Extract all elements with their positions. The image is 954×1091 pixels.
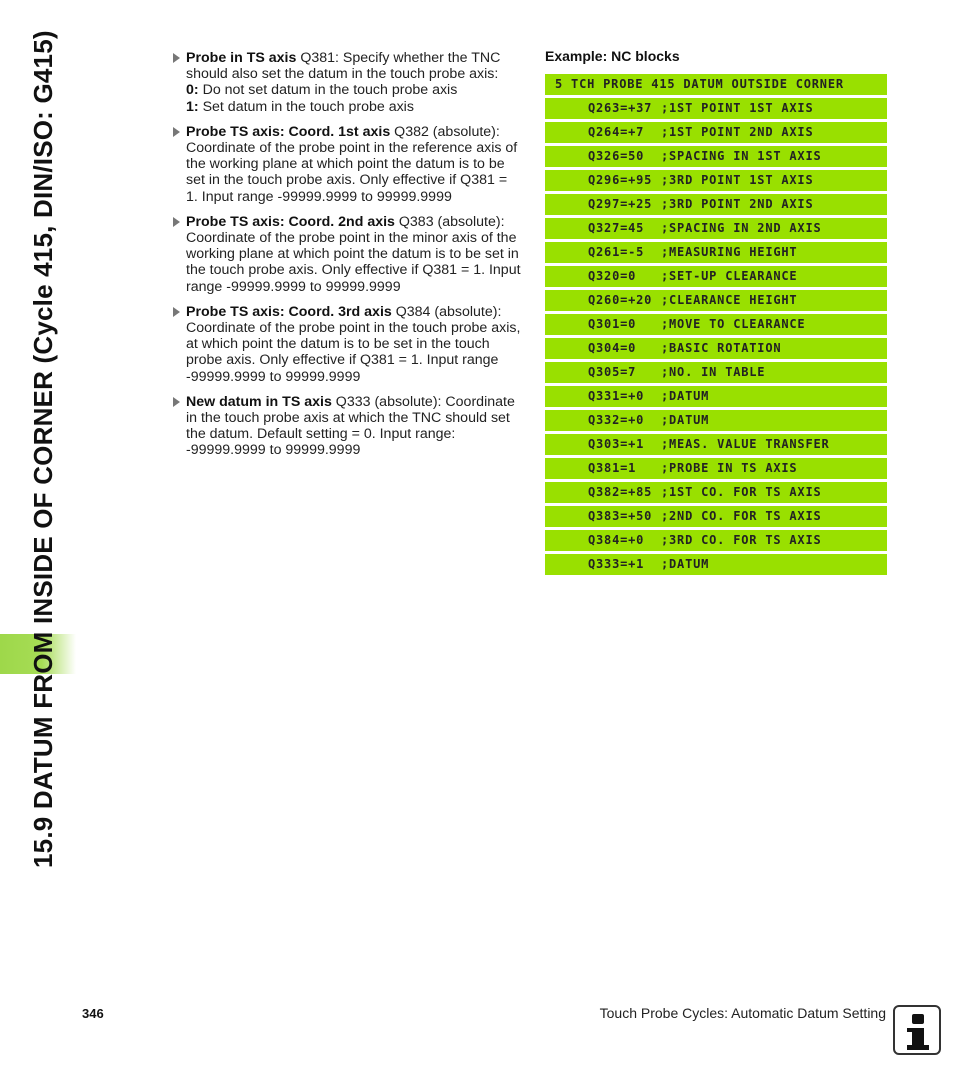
parameter-intro: Q382 (absolute): [390, 123, 500, 140]
nc-block-row [545, 506, 887, 527]
parameter-term: Probe TS axis: Coord. 3rd axis [186, 303, 392, 320]
nc-block-row [545, 314, 887, 335]
nc-block-row [545, 194, 887, 215]
nc-block-header: 5 TCH PROBE 415 DATUM OUTSIDE CORNER [545, 74, 887, 95]
parameter-intro: Q384 (absolute): [391, 303, 502, 320]
nc-comment: ;BASIC ROTATION [661, 341, 782, 355]
triangle-bullet-icon [173, 127, 180, 137]
nc-parameter: Q331=+0 [588, 389, 645, 403]
entry-first-line [186, 124, 524, 140]
parameter-intro: Q381: Specify whether the TNC [296, 50, 501, 66]
nc-block-row [545, 122, 887, 143]
nc-block-row [545, 530, 887, 551]
nc-comment: ;DATUM [661, 389, 710, 403]
nc-parameter: Q260=+20 [588, 293, 653, 307]
nc-parameter: Q327=45 [588, 221, 645, 235]
nc-block-row [545, 554, 887, 575]
nc-parameter: Q305=7 [588, 365, 637, 379]
nc-block-row [545, 290, 887, 311]
triangle-bullet-icon [173, 397, 180, 407]
nc-parameter: Q333=+1 [588, 557, 645, 571]
nc-parameter: Q326=50 [588, 149, 645, 163]
entry-first-line [186, 50, 524, 66]
nc-comment: ;3RD CO. FOR TS AXIS [661, 533, 822, 547]
nc-block-row [545, 434, 887, 455]
parameter-entry [172, 394, 524, 459]
entry-first-line [186, 304, 524, 320]
parameter-term: Probe in TS axis [186, 50, 297, 66]
nc-comment: ;CLEARANCE HEIGHT [661, 293, 798, 307]
description-line: Coordinate of the probe point in the minor axis of the [186, 230, 517, 247]
nc-parameter: Q301=0 [588, 317, 637, 331]
nc-comment: ;1ST POINT 2ND AXIS [661, 125, 814, 139]
description-line: in the touch probe axis at which the TNC should set [186, 410, 510, 427]
triangle-bullet-icon [173, 53, 180, 63]
description-line: -99999.9999 to 99999.9999 [186, 442, 361, 459]
section-title-text: 15.9 DATUM FROM INSIDE OF CORNER (Cycle 415, DIN/ISO: G415) [28, 30, 58, 868]
parameter-term: Probe TS axis: Coord. 2nd axis [186, 213, 395, 230]
nc-comment: ;DATUM [661, 557, 710, 571]
nc-parameter: Q381=1 [588, 461, 637, 475]
option-text: Set datum in the touch probe axis [198, 98, 414, 115]
description-line: at which point the datum is to be set in the touch [186, 336, 490, 353]
page-number: 346 [82, 1006, 104, 1021]
footer-chapter-title: Touch Probe Cycles: Automatic Datum Setting [599, 1005, 886, 1021]
triangle-bullet-icon [173, 307, 180, 317]
nc-block-row [545, 410, 887, 431]
nc-block-row [545, 386, 887, 407]
nc-block-row [545, 362, 887, 383]
entry-first-line [186, 394, 524, 410]
nc-comment: ;MEASURING HEIGHT [661, 245, 798, 259]
nc-parameter: Q332=+0 [588, 413, 645, 427]
description-line: range -99999.9999 to 99999.9999 [186, 278, 401, 295]
description-line: Coordinate of the probe point in the touch probe axis, [186, 320, 521, 337]
option-key: 0: [186, 82, 199, 99]
nc-parameter: Q297=+25 [588, 197, 653, 211]
nc-block-row [545, 266, 887, 287]
parameter-entry [172, 50, 524, 115]
description-line: 1. Input range -99999.9999 to 99999.9999 [186, 188, 452, 205]
description-line: Coordinate of the probe point in the reference axis of [186, 140, 518, 157]
nc-block-row [545, 458, 887, 479]
option-text: Do not set datum in the touch probe axis [198, 82, 458, 99]
nc-parameter: Q320=0 [588, 269, 637, 283]
option-key: 1: [186, 98, 199, 115]
description-line: probe axis. Only effective if Q381 = 1. Input range [186, 352, 499, 369]
parameter-entry [172, 304, 524, 385]
nc-comment: ;SPACING IN 1ST AXIS [661, 149, 822, 163]
parameter-intro: Q383 (absolute): [394, 213, 505, 230]
nc-parameter: Q296=+95 [588, 173, 653, 187]
parameter-descriptions [172, 50, 524, 468]
description-line: working plane at which point the datum is to be set in [186, 246, 519, 263]
nc-block-row [545, 338, 887, 359]
nc-parameter: Q304=0 [588, 341, 637, 355]
nc-block-row [545, 218, 887, 239]
nc-comment: ;3RD POINT 2ND AXIS [661, 197, 814, 211]
nc-comment: ;SPACING IN 2ND AXIS [661, 221, 822, 235]
nc-block-row [545, 242, 887, 263]
nc-comment: ;3RD POINT 1ST AXIS [661, 173, 814, 187]
description-line: the working plane at which point the datum is to be [186, 156, 505, 173]
option-line [186, 99, 524, 115]
nc-parameter: Q264=+7 [588, 125, 645, 139]
description-line: the datum. Default setting = 0. Input range: [186, 426, 456, 443]
parameter-entry [172, 124, 524, 205]
description-line: set in the touch probe axis. Only effective if Q381 = [186, 172, 508, 189]
nc-comment: ;2ND CO. FOR TS AXIS [661, 509, 822, 523]
nc-parameter: Q382=+85 [588, 485, 653, 499]
nc-block-row [545, 98, 887, 119]
nc-block-row [545, 146, 887, 167]
description-line: should also set the datum in the touch probe axis: [186, 66, 499, 83]
entry-first-line [186, 214, 524, 230]
description-line: the touch probe axis. Only effective if Q381 = 1. Input [186, 262, 521, 279]
nc-comment: ;MEAS. VALUE TRANSFER [661, 437, 830, 451]
nc-block-row [545, 170, 887, 191]
info-icon [893, 1005, 941, 1055]
parameter-intro: Q333 (absolute): Coordinate [331, 393, 515, 410]
example-title: Example: NC blocks [545, 48, 680, 64]
example-nc-blocks [545, 48, 887, 578]
nc-comment: ;DATUM [661, 413, 710, 427]
description-line: -99999.9999 to 99999.9999 [186, 368, 361, 385]
option-line [186, 82, 524, 98]
nc-comment: ;SET-UP CLEARANCE [661, 269, 798, 283]
parameter-entry [172, 214, 524, 295]
triangle-bullet-icon [173, 217, 180, 227]
nc-parameter: Q261=-5 [588, 245, 645, 259]
nc-parameter: Q384=+0 [588, 533, 645, 547]
nc-parameter: Q263=+37 [588, 101, 653, 115]
nc-parameter: Q383=+50 [588, 509, 653, 523]
nc-comment: ;1ST POINT 1ST AXIS [661, 101, 814, 115]
parameter-term: Probe TS axis: Coord. 1st axis [186, 123, 391, 140]
nc-block-list [545, 98, 887, 575]
nc-block-row [545, 482, 887, 503]
nc-comment: ;1ST CO. FOR TS AXIS [661, 485, 822, 499]
section-title-vertical [18, 30, 68, 868]
nc-comment: ;MOVE TO CLEARANCE [661, 317, 806, 331]
nc-comment: ;PROBE IN TS AXIS [661, 461, 798, 475]
nc-comment: ;NO. IN TABLE [661, 365, 766, 379]
nc-parameter: Q303=+1 [588, 437, 645, 451]
parameter-term: New datum in TS axis [186, 393, 332, 410]
